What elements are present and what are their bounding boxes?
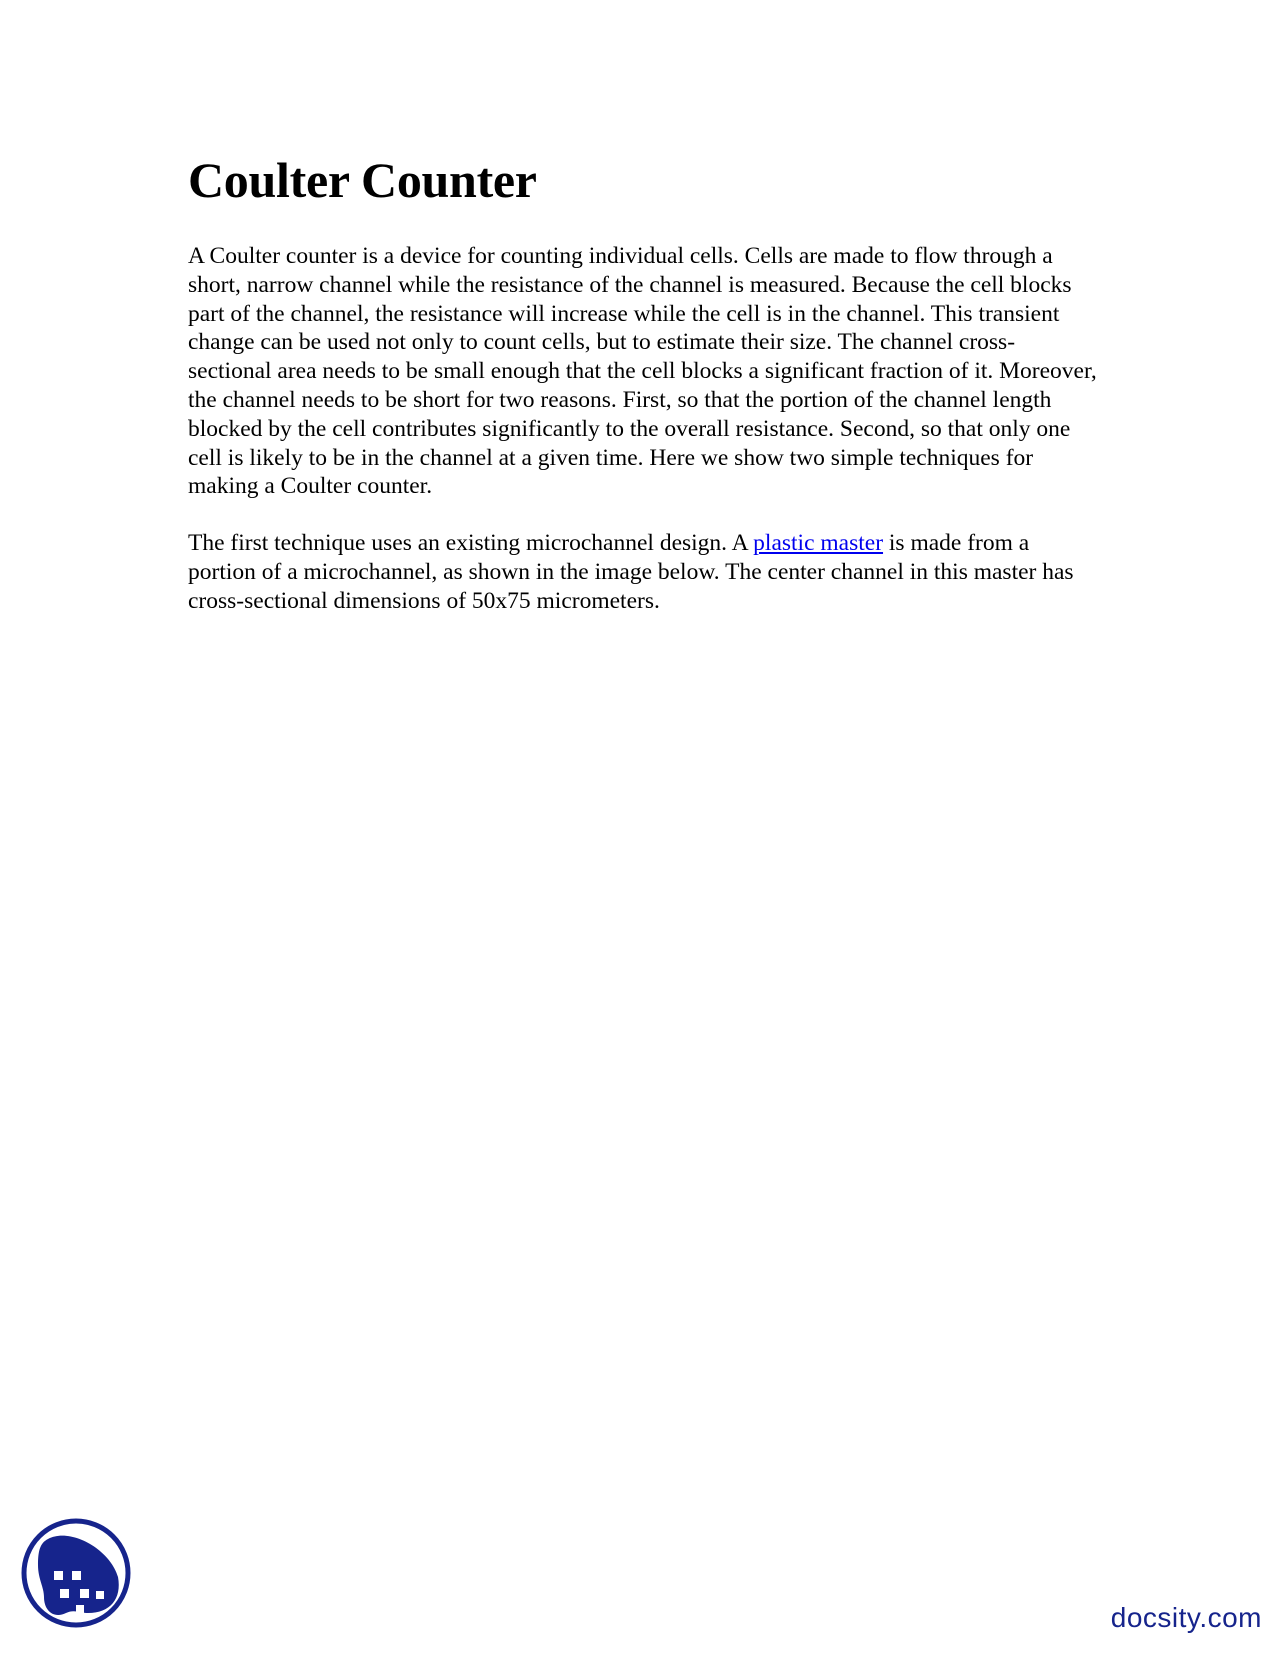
paragraph-technique-text-before: The first technique uses an existing microchannel design. A [188, 530, 754, 557]
paragraph-intro: A Coulter counter is a device for counting individual cells. Cells are made to flow through a short, narrow channel while the resistance of the channel is measured. Because the cell blocks part of the channel, the resistance will increase while the cell is in the channel. This transient change can be used not only to count cells, but to estimate their size. The channel cross-sectional area needs to be small enough that the cell blocks a significant fraction of it. Moreover, the channel needs to be short for two reasons. First, so that the portion of the channel length blocked by the cell contributes significantly to the overall resistance. Second, so that only one cell is likely to be in the channel at a given time. Here we show two simple techniques for making a Coulter counter. [188, 243, 1097, 500]
docsity-brand-link[interactable]: docsity.com [1110, 1602, 1262, 1633]
page-title: Coulter Counter [188, 152, 537, 208]
paragraph-technique [188, 529, 1098, 615]
paragraph-technique-text-after: is made from a portion of a microchannel, as shown in the image below. The center channel in this master has cross-sectional dimensions of 50x75 micrometers. [188, 530, 1074, 614]
plastic-master-link[interactable]: plastic master [753, 530, 884, 557]
document-content [188, 148, 1098, 616]
docsity-logo-icon [18, 1515, 134, 1631]
